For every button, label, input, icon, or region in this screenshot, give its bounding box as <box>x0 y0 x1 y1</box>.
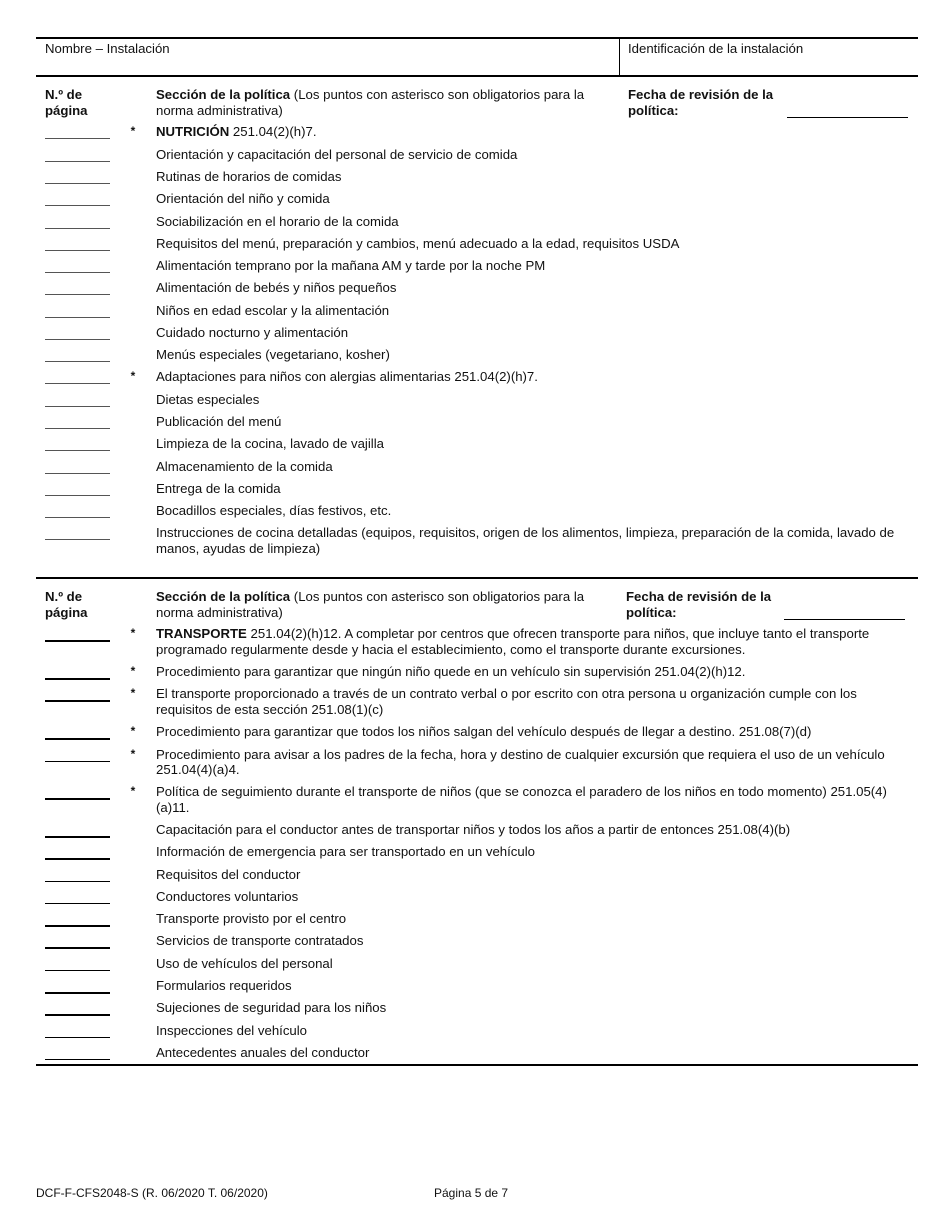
policy-item-description: 251.04(2)(h)12. A completar por centros que ofrecen transporte para niños, que incluye tanto el transporte programado regularmente desde y hacia el establecimiento, como el transporte durante excursiones. <box>156 626 870 657</box>
policy-item-description: Política de seguimiento durante el transporte de niños (que se conozca el paradero de los niños en todo momento) 251.05(4)(a)11. <box>156 784 887 815</box>
policy-item-description: Orientación del niño y comida <box>156 191 330 207</box>
policy-item-text <box>156 214 918 230</box>
policy-item-text <box>156 303 918 319</box>
page-number-field[interactable] <box>45 700 110 702</box>
policy-item-text <box>156 1000 918 1016</box>
review-date-header: Fecha de revisión de la política: <box>628 87 774 118</box>
policy-item-description: Adaptaciones para niños con alergias alimentarias 251.04(2)(h)7. <box>156 369 538 385</box>
page-number-field[interactable] <box>45 836 110 838</box>
policy-item-text <box>156 525 918 556</box>
policy-item-text <box>156 503 918 519</box>
page-number-field[interactable] <box>45 317 110 318</box>
policy-row <box>36 952 918 974</box>
policy-item-description: Cuidado nocturno y alimentación <box>156 324 349 340</box>
policy-item-text <box>156 124 918 140</box>
policy-row <box>36 121 918 143</box>
policy-item-text <box>156 911 918 927</box>
page-number-field[interactable] <box>45 1037 110 1039</box>
review-date-field[interactable] <box>787 117 908 118</box>
policy-row <box>36 366 918 388</box>
policy-item-description: Transporte provisto por el centro <box>156 911 347 927</box>
review-date-header: Fecha de revisión de la política: <box>626 589 772 620</box>
page-number-field[interactable] <box>45 925 110 927</box>
policy-item-description: Niños en edad escolar y la alimentación <box>156 302 390 318</box>
policy-item-description: Menús especiales (vegetariano, kosher) <box>156 347 390 363</box>
policy-item-description: El transporte proporcionado a través de un contrato verbal o por escrito con otra persona u organización cumple con los requisitos de esta sección 251.08(1)(c) <box>156 686 857 717</box>
policy-row <box>36 299 918 321</box>
page-number-field[interactable] <box>45 1059 110 1061</box>
page-number-field[interactable] <box>45 798 110 800</box>
page-number-field[interactable] <box>45 539 110 540</box>
page-number-field[interactable] <box>45 678 110 680</box>
policy-row <box>36 277 918 299</box>
page-number-field[interactable] <box>45 738 110 740</box>
page-number-field[interactable] <box>45 761 110 763</box>
required-asterisk: * <box>130 124 136 139</box>
policy-row <box>36 143 918 165</box>
policy-item-description: Inspecciones del vehículo <box>156 1022 308 1038</box>
page-number-field[interactable] <box>45 406 110 407</box>
policy-item-text <box>156 414 918 430</box>
policy-item-text <box>156 664 918 680</box>
policy-item-description: Uso de vehículos del personal <box>156 955 333 971</box>
page-number-field[interactable] <box>45 1014 110 1016</box>
nutrition-section <box>36 87 918 560</box>
policy-item-text <box>156 626 918 657</box>
policy-item-text <box>156 933 918 949</box>
policy-row <box>36 997 918 1019</box>
page-number-field[interactable] <box>45 183 110 184</box>
page-number-field[interactable] <box>45 858 110 860</box>
policy-item-description: Antecedentes anuales del conductor <box>156 1044 370 1060</box>
policy-item-text <box>156 1045 918 1061</box>
policy-item-description: Almacenamiento de la comida <box>156 458 333 474</box>
transport-section <box>36 589 918 1066</box>
page-number-field[interactable] <box>45 294 110 295</box>
policy-item-description: Procedimiento para avisar a los padres de la fecha, hora y destino de cualquier excursión que requiera el uso de un vehículo 251.04(4)(a)4. <box>156 746 885 778</box>
policy-row <box>36 322 918 344</box>
transport-rows <box>36 623 918 1064</box>
policy-item-description: Bocadillos especiales, días festivos, etc. <box>156 503 392 519</box>
policy-item-text <box>156 347 918 363</box>
policy-row <box>36 344 918 366</box>
section-divider <box>36 577 918 579</box>
policy-item-description: Sujeciones de seguridad para los niños <box>156 1000 387 1016</box>
page-number-field[interactable] <box>45 970 110 972</box>
nutrition-rows <box>36 121 918 560</box>
page-number-field[interactable] <box>45 947 110 949</box>
policy-row <box>36 886 918 908</box>
policy-item-description: Instrucciones de cocina detalladas (equipos, requisitos, origen de los alimentos, limpieza, preparación de la comida, lavado de manos, ayudas de limpieza) <box>156 525 895 556</box>
policy-row <box>36 721 918 743</box>
policy-row <box>36 500 918 522</box>
policy-item-description: Publicación del menú <box>156 414 282 430</box>
policy-row <box>36 166 918 188</box>
policy-item-text <box>156 436 918 452</box>
policy-row <box>36 863 918 885</box>
policy-section-header <box>156 87 606 118</box>
policy-item-text <box>156 147 918 163</box>
policy-item-description: Entrega de la comida <box>156 480 281 496</box>
page-number-field[interactable] <box>45 161 110 162</box>
required-asterisk: * <box>130 746 136 761</box>
policy-item-text <box>156 747 918 778</box>
page-number-field[interactable] <box>45 473 110 474</box>
policy-item-text <box>156 978 918 994</box>
policy-section-title: Sección de la política <box>156 589 291 604</box>
page-number-field[interactable] <box>45 272 110 273</box>
policy-item-title: NUTRICIÓN <box>156 124 230 140</box>
page-number-field[interactable] <box>45 881 110 883</box>
policy-row <box>36 522 918 560</box>
policy-item-description: Limpieza de la cocina, lavado de vajilla <box>156 436 384 452</box>
policy-row <box>36 232 918 254</box>
page-number-field[interactable] <box>45 228 110 229</box>
policy-item-description: Orientación y capacitación del personal de servicio de comida <box>156 146 518 162</box>
policy-row <box>36 411 918 433</box>
policy-row <box>36 623 918 661</box>
page-number-field[interactable] <box>45 495 110 496</box>
policy-item-text <box>156 459 918 475</box>
policy-item-description: Información de emergencia para ser transportado en un vehículo <box>156 844 535 860</box>
page-number-field[interactable] <box>45 517 110 518</box>
policy-row <box>36 841 918 863</box>
policy-item-text <box>156 822 918 838</box>
policy-row <box>36 388 918 410</box>
policy-item-description: Alimentación temprano por la mañana AM y tarde por la noche PM <box>156 258 546 274</box>
policy-row <box>36 433 918 455</box>
policy-row <box>36 255 918 277</box>
policy-item-text <box>156 325 918 341</box>
page-number-field[interactable] <box>45 339 110 340</box>
policy-item-text <box>156 889 918 905</box>
policy-item-text <box>156 956 918 972</box>
policy-item-description: Sociabilización en el horario de la comida <box>156 213 399 229</box>
policy-item-description: Requisitos del menú, preparación y cambios, menú adecuado a la edad, requisitos USDA <box>156 235 680 251</box>
section-header <box>36 589 918 623</box>
policy-item-text <box>156 169 918 185</box>
form-id: DCF-F-CFS2048-S (R. 06/2020 T. 06/2020) <box>36 1186 268 1200</box>
policy-item-description: Capacitación para el conductor antes de transportar niños y todos los años a partir de entonces 251.08(4)(b) <box>156 822 791 838</box>
policy-item-description: Procedimiento para garantizar que ningún niño quede en un vehículo sin supervisión 251.04(2)(h)12. <box>156 664 746 680</box>
policy-item-text <box>156 191 918 207</box>
policy-row <box>36 1019 918 1041</box>
page-number-field[interactable] <box>45 992 110 994</box>
policy-section-note: (Los puntos con asterisco son obligatorios para la norma administrativa) <box>156 589 585 620</box>
policy-item-text <box>156 686 918 717</box>
policy-item-text <box>156 369 918 385</box>
policy-item-description: Rutinas de horarios de comidas <box>156 168 342 184</box>
section-header <box>36 87 918 121</box>
policy-row <box>36 743 918 781</box>
policy-item-description: Servicios de transporte contratados <box>156 933 364 949</box>
policy-row <box>36 975 918 997</box>
page-number-field[interactable] <box>45 640 110 642</box>
page-number-field[interactable] <box>45 428 110 429</box>
policy-item-description: Procedimiento para garantizar que todos los niños salgan del vehículo después de llegar a destino. 251.08(7)(d) <box>156 724 812 740</box>
policy-row <box>36 930 918 952</box>
page-no-header: N.º de página <box>45 87 88 118</box>
review-date-field[interactable] <box>784 619 905 620</box>
page-number-field[interactable] <box>45 903 110 905</box>
policy-row <box>36 908 918 930</box>
required-asterisk: * <box>130 369 136 384</box>
facility-name-field[interactable]: Nombre – Instalación <box>45 41 170 56</box>
page-number-field[interactable] <box>45 205 110 206</box>
policy-item-text <box>156 236 918 252</box>
policy-item-text <box>156 1023 918 1039</box>
required-asterisk: * <box>130 784 136 799</box>
required-asterisk: * <box>130 626 136 641</box>
policy-section-header <box>156 589 606 620</box>
page-number-field[interactable] <box>45 138 110 139</box>
policy-item-description: Formularios requeridos <box>156 978 292 994</box>
policy-item-description: Dietas especiales <box>156 391 260 407</box>
policy-item-text <box>156 392 918 408</box>
policy-row <box>36 781 918 819</box>
required-asterisk: * <box>130 686 136 701</box>
facility-header <box>36 37 918 77</box>
page-number-field[interactable] <box>45 383 110 384</box>
required-asterisk: * <box>130 664 136 679</box>
policy-row <box>36 819 918 841</box>
policy-row <box>36 455 918 477</box>
policy-row <box>36 661 918 683</box>
policy-section-note: (Los puntos con asterisco son obligatorios para la norma administrativa) <box>156 87 585 118</box>
policy-row <box>36 683 918 721</box>
policy-item-description: Alimentación de bebés y niños pequeños <box>156 280 397 296</box>
policy-row <box>36 478 918 500</box>
policy-item-text <box>156 258 918 274</box>
required-asterisk: * <box>130 724 136 739</box>
page-number-field[interactable] <box>45 450 110 451</box>
policy-row <box>36 1042 918 1064</box>
facility-id-field[interactable]: Identificación de la instalación <box>628 41 804 56</box>
policy-item-description: Conductores voluntarios <box>156 888 299 904</box>
policy-item-text <box>156 844 918 860</box>
policy-item-text <box>156 481 918 497</box>
page-number: Página 5 de 7 <box>434 1186 509 1200</box>
policy-item-text <box>156 724 918 740</box>
page-number-field[interactable] <box>45 361 110 362</box>
policy-item-description: 251.04(2)(h)7. <box>229 124 317 140</box>
policy-item-text <box>156 280 918 296</box>
header-divider <box>619 39 620 77</box>
policy-section-title: Sección de la política <box>156 87 291 102</box>
policy-item-title: TRANSPORTE <box>156 626 247 642</box>
policy-row <box>36 188 918 210</box>
page-number-field[interactable] <box>45 250 110 251</box>
page-no-header: N.º de página <box>45 589 88 620</box>
policy-item-text <box>156 867 918 883</box>
policy-item-text <box>156 784 918 815</box>
policy-item-description: Requisitos del conductor <box>156 866 301 882</box>
policy-row <box>36 210 918 232</box>
